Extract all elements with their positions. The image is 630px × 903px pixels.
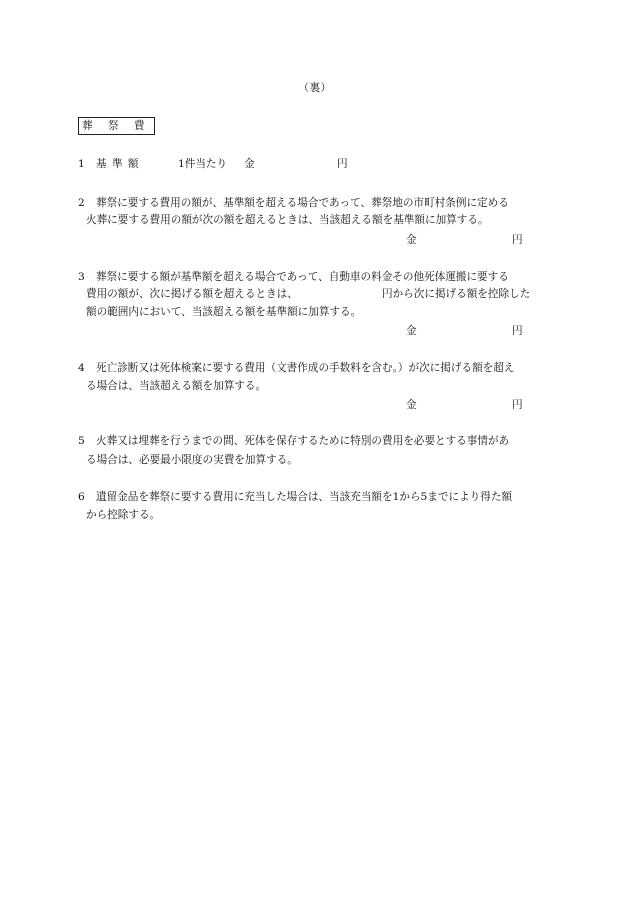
item-text-line: 円から次に掲げる額を控除した <box>382 288 531 300</box>
item-number: 3 <box>78 271 85 283</box>
item-number: 2 <box>78 197 85 209</box>
item-text-line: 葬祭に要する額が基準額を超える場合であって、自動車の料金その他死体運搬に要する <box>96 271 509 283</box>
base-amount-label: 基 準 額 <box>96 158 140 170</box>
item-text-line: 額の範囲内において、当該超える額を基準額に加算する。 <box>86 306 362 318</box>
item-text-line: る場合は、当該超える額を加算する。 <box>86 380 267 392</box>
yen-suffix: 円 <box>337 158 348 170</box>
item-number: 1 <box>78 158 85 170</box>
section-title: 葬 祭 費 <box>78 117 155 135</box>
item-text-line: 死亡診断又は死体検案に要する費用（文書作成の手数料を含む。）が次に掲げる額を超え <box>96 362 515 374</box>
yen-prefix: 金 <box>406 399 417 411</box>
page-label: （裏） <box>298 82 332 94</box>
yen-suffix: 円 <box>512 399 523 411</box>
item-text-line: から控除する。 <box>86 509 161 521</box>
item-number: 4 <box>78 362 85 374</box>
per-case-label: 1件当たり <box>178 158 228 170</box>
item-text-line: 火葬に要する費用の額が次の額を超えるときは、当該超える額を基準額に加算する。 <box>86 214 489 226</box>
yen-prefix: 金 <box>406 325 417 337</box>
item-text-line: 費用の額が、次に掲げる額を超えるときは、 <box>86 288 298 300</box>
item-number: 5 <box>78 435 85 447</box>
item-text-line: る場合は、必要最小限度の実費を加算する。 <box>86 454 298 466</box>
yen-prefix: 金 <box>406 234 417 246</box>
yen-suffix: 円 <box>512 325 523 337</box>
item-text-line: 遺留金品を葬祭に要する費用に充当した場合は、当該充当額を1から5までにより得た額 <box>96 491 513 503</box>
yen-prefix: 金 <box>244 158 255 170</box>
yen-suffix: 円 <box>512 234 523 246</box>
item-text-line: 火葬又は埋葬を行うまでの間、死体を保存するために特別の費用を必要とする事情があ <box>96 435 510 447</box>
item-number: 6 <box>78 491 85 503</box>
item-text-line: 葬祭に要する費用の額が、基準額を超える場合であって、葬祭地の市町村条例に定める <box>96 197 509 209</box>
